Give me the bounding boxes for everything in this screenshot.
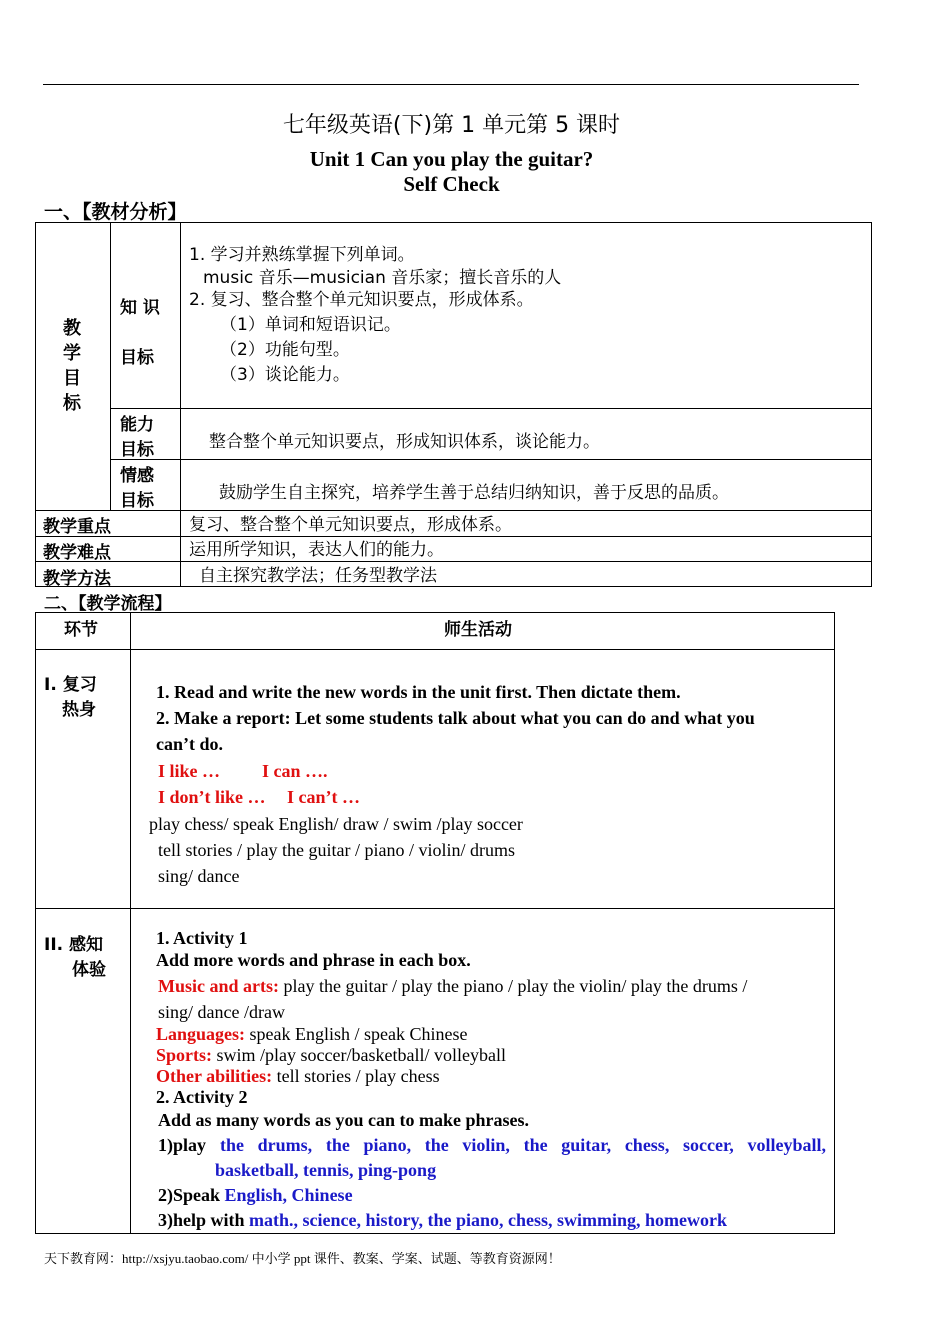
stage1-line: 2. Make a report: Let some students talk about what you can do and what you (156, 708, 755, 728)
knowledge-line: （2）功能句型。 (220, 340, 350, 360)
footer: 天下教育网：http://xsjyu.taobao.com/ 中小学 ppt 课件、教案、学案、试题、等教育资源网！ (44, 1251, 561, 1266)
activity2-title: 2. Activity 2 (156, 1087, 248, 1107)
key-points-text: 复习、整合整个单元知识要点，形成体系。 (189, 515, 512, 535)
method-text: 自主探究教学法；任务型教学法 (199, 566, 437, 586)
phrase-list: tell stories / play the guitar / piano / violin/ drums (158, 840, 515, 860)
key-points-label: 教学重点 (43, 517, 111, 537)
sports-label: Sports: (156, 1045, 213, 1065)
speak-words: English, Chinese (224, 1185, 353, 1205)
ability-text: 整合整个单元知识要点，形成知识体系，谈论能力。 (209, 432, 600, 452)
music-arts-line-2: sing/ dance /draw (158, 1002, 285, 1022)
stage1-line: can’t do. (156, 734, 223, 754)
help-label: 3)help with (158, 1210, 245, 1230)
section2-heading: 二、【教学流程】 (44, 594, 172, 614)
top-rule (43, 84, 859, 85)
play-words-2: basketball, tennis, ping-pong (215, 1160, 437, 1180)
emotion-label-2: 目标 (120, 491, 154, 511)
activity1-title: 1. Activity 1 (156, 928, 248, 948)
other-abilities-label: Other abilities: (156, 1066, 273, 1086)
activity1-instruction: Add more words and phrase in each box. (156, 950, 471, 970)
stage1-label-2: 热身 (62, 700, 96, 720)
ability-label-2: 目标 (120, 440, 154, 460)
knowledge-label: 知 识 (120, 298, 160, 318)
sentence-pattern: I don’t like … (158, 787, 266, 807)
knowledge-label-2: 目标 (120, 348, 154, 368)
other-abilities-line: Other abilities: tell stories / play chess (156, 1066, 440, 1086)
table-line (110, 408, 872, 409)
knowledge-line: 2. 复习、整合整个单元知识要点，形成体系。 (189, 290, 534, 310)
table-line (35, 536, 872, 537)
phrase-list: sing/ dance (158, 866, 240, 886)
table-line (35, 649, 835, 650)
ability-label: 能力 (120, 415, 154, 435)
speak-line (158, 1185, 353, 1206)
page-title: 七年级英语(下)第 1 单元第 5 课时 (282, 113, 621, 138)
music-arts-label: Music and arts: (158, 976, 279, 996)
table-line (110, 459, 872, 460)
activity-column-header: 师生活动 (444, 620, 512, 640)
sentence-pattern: I can’t … (287, 787, 360, 807)
section1-heading: 一、【教材分析】 (44, 201, 187, 223)
method-label: 教学方法 (43, 569, 111, 589)
phrase-list: play chess/ speak English/ draw / swim /play soccer (149, 814, 523, 834)
speak-label: 2)Speak (158, 1185, 221, 1205)
table-line (180, 222, 181, 587)
goals-label: 教 学 目 标 (63, 318, 81, 414)
stage2-label: II. 感知 (44, 935, 104, 955)
stage2-label-2: 体验 (72, 960, 106, 980)
help-line (158, 1210, 727, 1231)
difficulties-label: 教学难点 (43, 543, 111, 563)
emotion-label: 情感 (120, 466, 154, 486)
play-words: the drums, the piano, the violin, the guitar, chess, soccer, volleyball, (220, 1135, 826, 1155)
table-line (110, 222, 111, 510)
languages-label: Languages: (156, 1024, 246, 1044)
sentence-pattern: I like … (158, 761, 221, 781)
stage-column-header: 环节 (64, 620, 98, 640)
difficulties-text: 运用所学知识，表达人们的能力。 (189, 540, 444, 560)
help-words: math., science, history, the piano, chess, swimming, homework (249, 1210, 728, 1230)
table-line (130, 612, 131, 1234)
knowledge-line: （1）单词和短语识记。 (220, 315, 401, 335)
languages-line: Languages: speak English / speak Chinese (156, 1024, 468, 1044)
music-arts-line: Music and arts: play the guitar / play the piano / play the violin/ play the drums / (158, 976, 748, 996)
table-line (35, 561, 872, 562)
knowledge-line: music 音乐—musician 音乐家；擅长音乐的人 (203, 268, 562, 288)
play-label: 1)play (158, 1135, 207, 1155)
lesson-subtitle: Self Check (403, 172, 500, 196)
table-line (35, 908, 835, 909)
stage1-line: 1. Read and write the new words in the unit first. Then dictate them. (156, 682, 681, 702)
emotion-text: 鼓励学生自主探究，培养学生善于总结归纳知识，善于反思的品质。 (219, 483, 729, 503)
activity2-instruction: Add as many words as you can to make phrases. (158, 1110, 530, 1130)
stage1-label: I. 复习 (44, 675, 97, 695)
sentence-pattern: I can …. (262, 761, 328, 781)
knowledge-line: 1. 学习并熟练掌握下列单词。 (189, 245, 415, 265)
knowledge-line: （3）谈论能力。 (220, 365, 350, 385)
sports-line: Sports: swim /play soccer/basketball/ volleyball (156, 1045, 506, 1065)
unit-title: Unit 1 Can you play the guitar? (309, 147, 594, 171)
